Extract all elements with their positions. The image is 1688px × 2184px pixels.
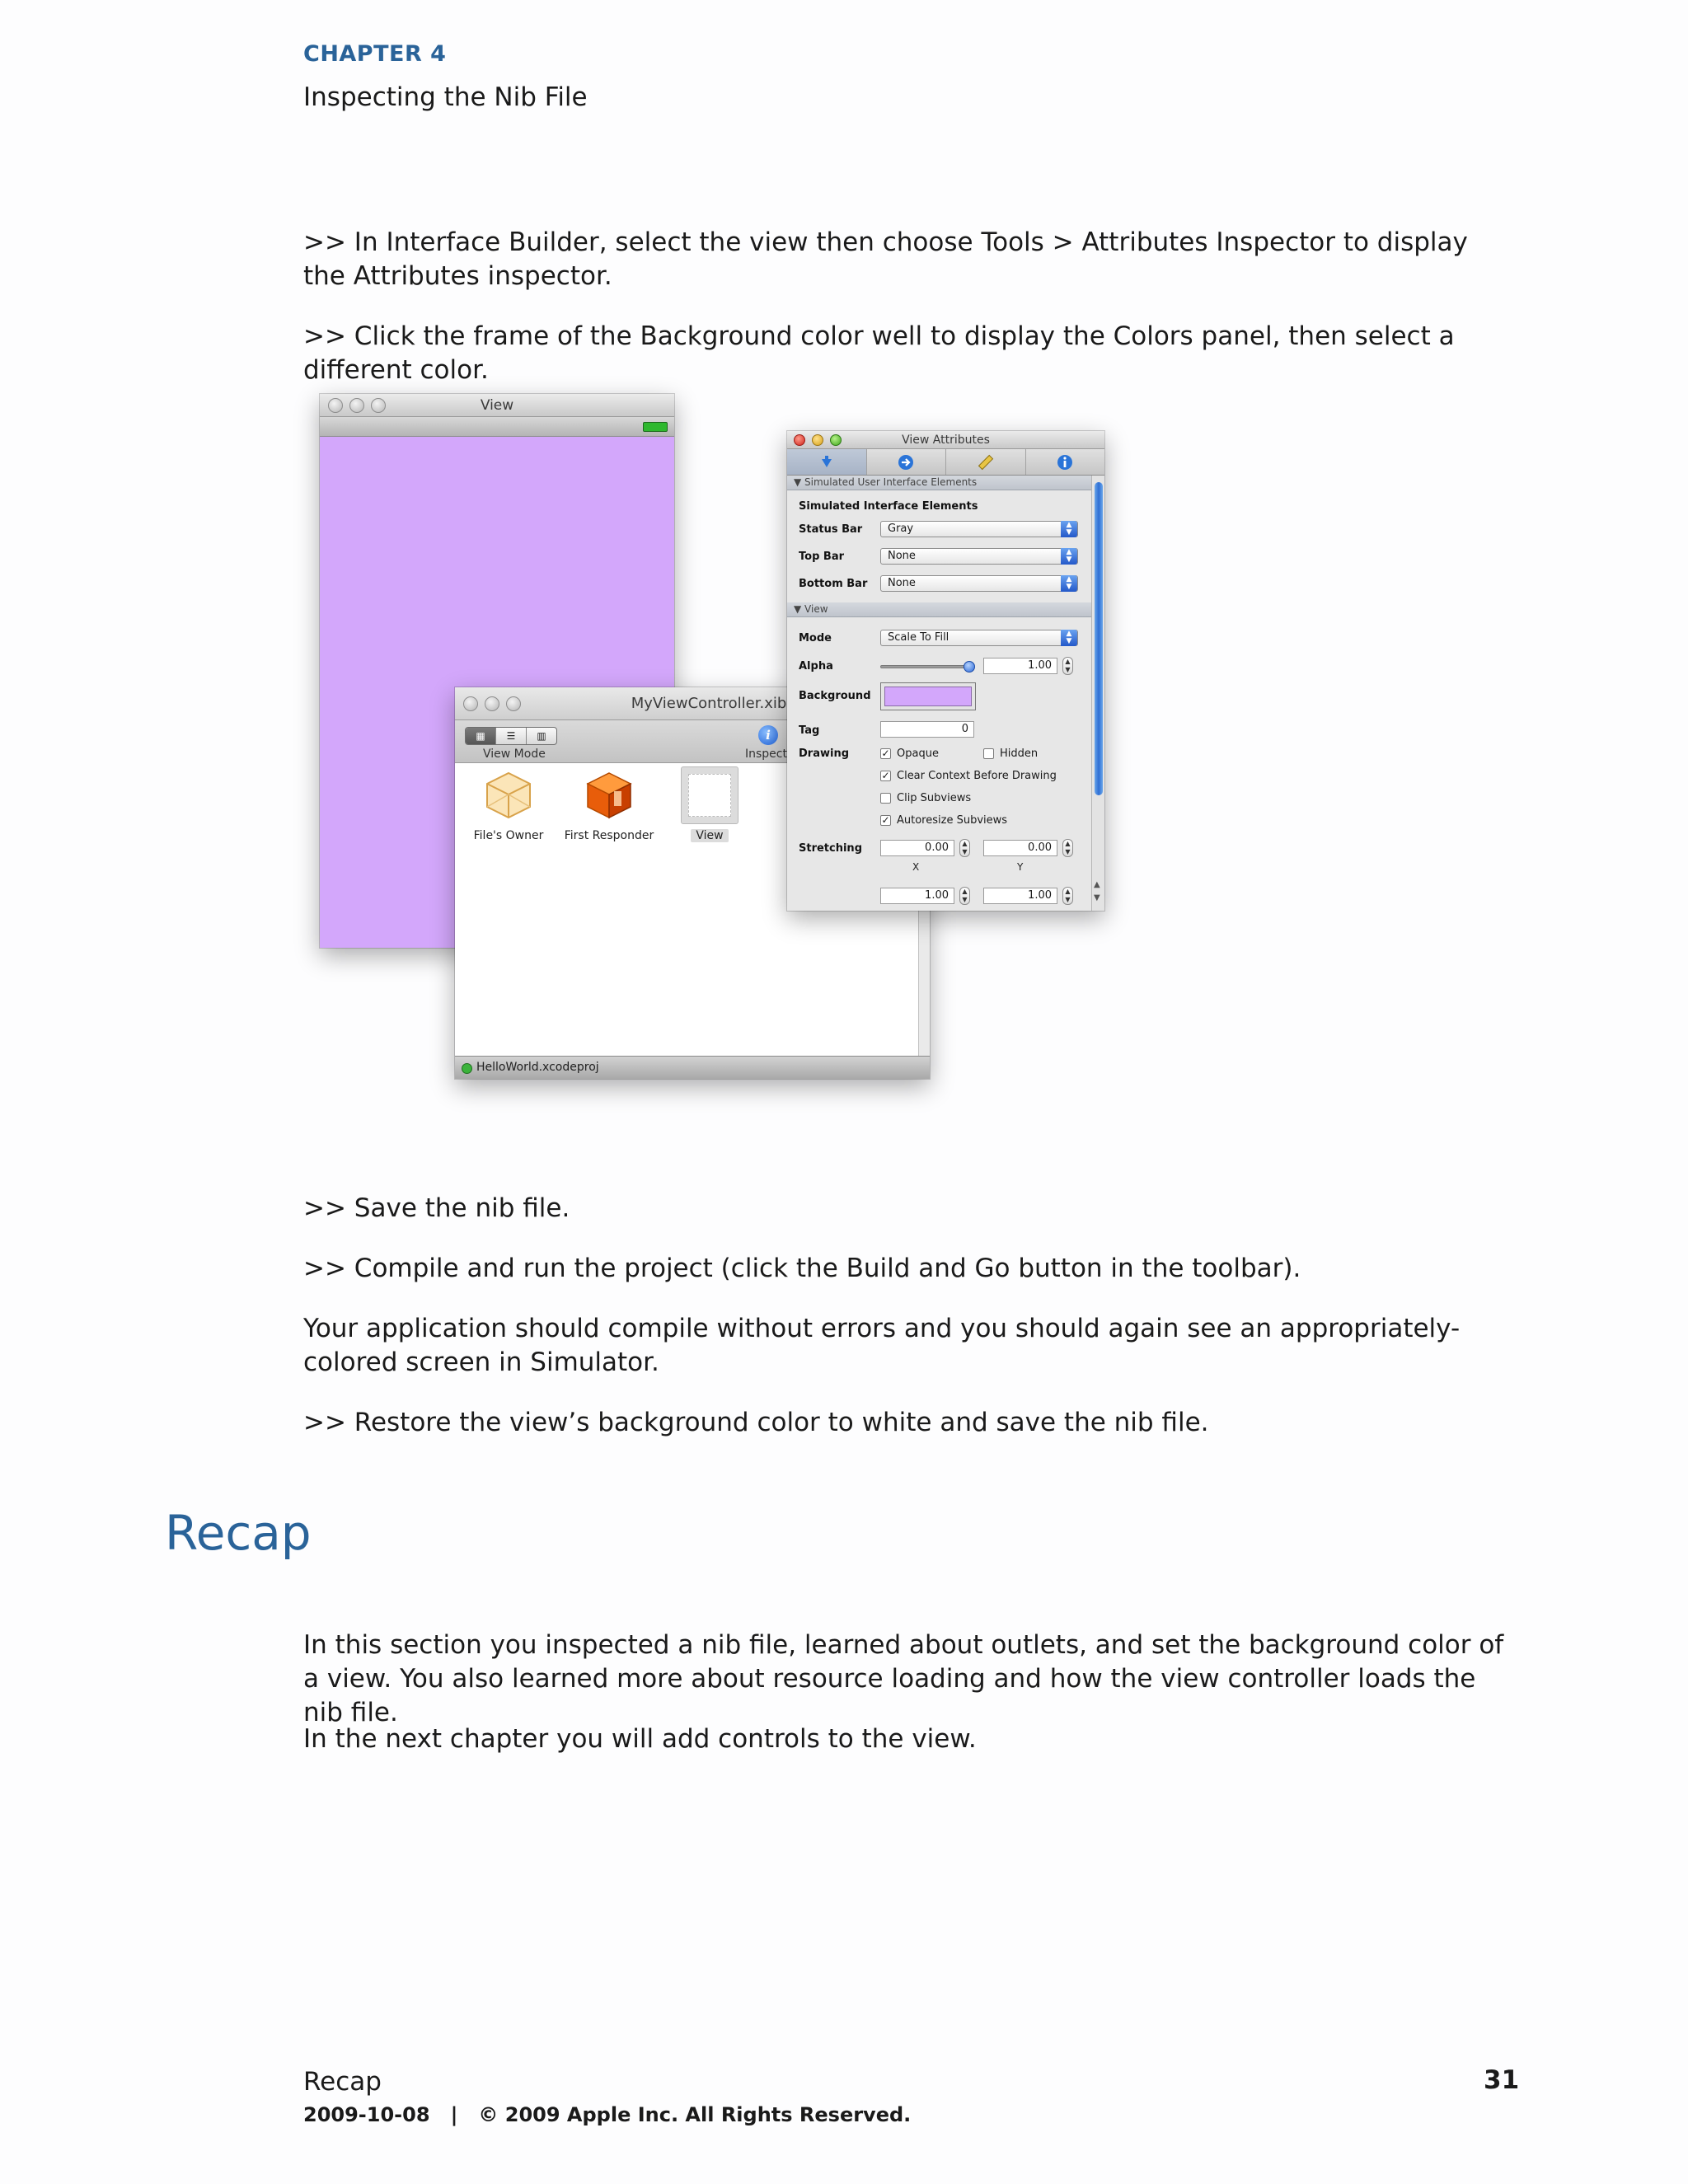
checkbox-icon: ✓ bbox=[881, 770, 890, 781]
interface-builder-screenshot bbox=[313, 387, 1137, 1129]
mode-popup[interactable] bbox=[880, 630, 1078, 646]
status-bar-value: Gray bbox=[888, 523, 914, 535]
bottom-bar-value: None bbox=[888, 577, 916, 589]
top-bar-value: None bbox=[888, 550, 916, 562]
clear-context-label: Clear Context Before Drawing bbox=[897, 770, 1057, 782]
orange-cube-icon bbox=[584, 770, 635, 821]
hidden-label: Hidden bbox=[1000, 748, 1039, 760]
inspector-label: Inspect bbox=[745, 748, 787, 761]
mode-label: Mode bbox=[799, 632, 832, 644]
alpha-label: Alpha bbox=[799, 660, 833, 673]
size-tab[interactable] bbox=[946, 449, 1026, 475]
section-header-view[interactable]: ▼ View bbox=[787, 602, 1091, 617]
autoresize-checkbox[interactable] bbox=[880, 814, 1007, 827]
stretch-width-stepper[interactable]: ▲ ▼ bbox=[959, 887, 970, 905]
tag-field[interactable]: 0 bbox=[880, 721, 974, 738]
mode-value: Scale To Fill bbox=[888, 631, 950, 644]
connections-tab[interactable] bbox=[867, 449, 947, 475]
page-number: 31 bbox=[1484, 2065, 1520, 2095]
stretch-y-field[interactable]: 0.00 bbox=[983, 840, 1057, 856]
top-bar-popup[interactable] bbox=[880, 548, 1078, 565]
inspector-title: View Attributes bbox=[902, 434, 990, 447]
stretch-height-field[interactable]: 1.00 bbox=[983, 888, 1057, 904]
inspector-body bbox=[787, 476, 1091, 911]
attributes-inspector-window bbox=[787, 431, 1104, 911]
footer-section-name: Recap bbox=[303, 2067, 382, 2097]
view-window-titlebar bbox=[320, 394, 674, 417]
bottom-bar-popup[interactable] bbox=[880, 575, 1078, 592]
checkbox-icon: ✓ bbox=[881, 748, 890, 759]
stretch-x-field[interactable]: 0.00 bbox=[880, 840, 954, 856]
stretch-height-stepper[interactable]: ▲ ▼ bbox=[1062, 887, 1073, 905]
background-color-swatch bbox=[884, 687, 972, 706]
body-paragraph: Your application should compile without errors and you should again see an appropriately-colored screen in Simulator. bbox=[303, 1314, 1461, 1377]
inspector-tabs bbox=[787, 449, 1104, 476]
instruction-paragraph: >> Click the frame of the Background color well to display the Colors panel, then select a different color. bbox=[303, 321, 1455, 385]
view-mode-label: View Mode bbox=[483, 748, 546, 761]
ruler-icon bbox=[977, 453, 995, 471]
section-header-simulated[interactable]: ▼ Simulated User Interface Elements bbox=[787, 476, 1091, 490]
drawing-label: Drawing bbox=[799, 748, 850, 760]
autoresize-label: Autoresize Subviews bbox=[897, 814, 1008, 827]
inspector-titlebar bbox=[787, 431, 1104, 449]
attributes-tab[interactable] bbox=[787, 449, 867, 475]
view-item[interactable] bbox=[664, 766, 755, 842]
column-view-segment[interactable]: ▥ bbox=[537, 730, 546, 742]
view-window-title: View bbox=[480, 397, 514, 414]
recap-paragraph: In this section you inspected a nib file, learned about outlets, and set the background color of a view. You also learned more about resource loading and how the view controller loads the nib file. bbox=[303, 1630, 1504, 1727]
background-label: Background bbox=[799, 690, 871, 702]
instruction-paragraph: >> In Interface Builder, select the view then choose Tools > Attributes Inspector to display the Attributes inspector. bbox=[303, 227, 1468, 291]
wireframe-cube-icon bbox=[483, 770, 534, 821]
info-icon bbox=[1056, 453, 1074, 471]
icon-view-segment[interactable]: ▦ bbox=[466, 728, 496, 744]
alpha-field[interactable]: 1.00 bbox=[983, 658, 1057, 674]
popup-chevron-icon: ▲ ▼ bbox=[1061, 575, 1077, 592]
first-responder-label: First Responder bbox=[564, 829, 654, 842]
opaque-label: Opaque bbox=[897, 748, 939, 760]
simulated-status-bar bbox=[320, 417, 674, 437]
popup-chevron-icon: ▲ ▼ bbox=[1061, 630, 1077, 646]
stretch-x-stepper[interactable]: ▲ ▼ bbox=[959, 839, 970, 857]
popup-chevron-icon: ▲ ▼ bbox=[1061, 521, 1077, 537]
info-icon[interactable]: i bbox=[758, 725, 778, 745]
hidden-checkbox[interactable] bbox=[983, 748, 1038, 760]
top-bar-label: Top Bar bbox=[799, 551, 844, 563]
project-status-icon bbox=[462, 1063, 472, 1074]
status-bar-label: Status Bar bbox=[799, 523, 863, 536]
instruction-paragraph: >> Restore the view’s background color to white and save the nib file. bbox=[303, 1408, 1209, 1437]
background-color-well[interactable] bbox=[880, 682, 976, 710]
instruction-paragraph: >> Save the nib file. bbox=[303, 1193, 570, 1223]
section-heading: Recap bbox=[165, 1505, 312, 1561]
checkbox-icon bbox=[880, 793, 891, 804]
instruction-paragraph: >> Compile and run the project (click the Build and Go button in the toolbar). bbox=[303, 1254, 1301, 1283]
view-thumbnail-icon bbox=[681, 766, 738, 824]
checkbox-icon bbox=[983, 748, 994, 759]
stretch-width-field[interactable]: 1.00 bbox=[880, 888, 954, 904]
first-responder-item[interactable] bbox=[564, 770, 654, 842]
inspector-scrollbar[interactable] bbox=[1091, 476, 1104, 911]
list-view-segment[interactable]: ☰ bbox=[496, 728, 527, 744]
clip-subviews-checkbox[interactable] bbox=[880, 792, 971, 804]
clip-subviews-label: Clip Subviews bbox=[897, 792, 972, 804]
scroll-down-arrow-icon[interactable]: ▼ bbox=[1094, 893, 1100, 902]
identity-tab[interactable] bbox=[1026, 449, 1105, 475]
arrow-circle-icon bbox=[897, 453, 915, 471]
clear-context-checkbox[interactable] bbox=[880, 770, 1057, 782]
stretch-y-axis-label: Y bbox=[1017, 861, 1024, 873]
view-mode-control[interactable] bbox=[465, 727, 557, 745]
scroll-up-arrow-icon[interactable]: ▲ bbox=[1094, 880, 1100, 889]
footer-copyright: 2009-10-08 | © 2009 Apple Inc. All Rights Reserved. bbox=[303, 2103, 912, 2126]
scrollbar-thumb[interactable] bbox=[1095, 482, 1103, 795]
bottom-bar-label: Bottom Bar bbox=[799, 578, 868, 590]
view-item-label: View bbox=[691, 829, 728, 842]
checkbox-icon: ✓ bbox=[881, 814, 890, 826]
simulated-heading: Simulated Interface Elements bbox=[799, 500, 978, 513]
status-bar-popup[interactable] bbox=[880, 521, 1078, 537]
recap-paragraph: In the next chapter you will add controls to the view. bbox=[303, 1724, 977, 1754]
files-owner-label: File's Owner bbox=[473, 829, 544, 842]
alpha-slider[interactable] bbox=[880, 665, 969, 668]
alpha-stepper[interactable]: ▲ ▼ bbox=[1062, 657, 1073, 675]
tag-label: Tag bbox=[799, 724, 820, 737]
doc-status-bar bbox=[455, 1056, 930, 1079]
stretching-label: Stretching bbox=[799, 842, 862, 855]
stretch-y-stepper[interactable]: ▲ ▼ bbox=[1062, 839, 1073, 857]
alpha-slider-knob[interactable] bbox=[964, 661, 975, 673]
arrow-icon bbox=[818, 454, 835, 471]
doc-window-title: MyViewController.xib bbox=[631, 695, 787, 712]
project-name: HelloWorld.xcodeproj bbox=[476, 1061, 599, 1074]
battery-icon bbox=[643, 422, 668, 432]
stretch-x-axis-label: X bbox=[912, 861, 920, 873]
chapter-title: Inspecting the Nib File bbox=[303, 82, 588, 112]
chapter-label: CHAPTER 4 bbox=[303, 41, 447, 67]
files-owner-item[interactable] bbox=[463, 770, 554, 842]
opaque-checkbox[interactable] bbox=[880, 748, 939, 760]
popup-chevron-icon: ▲ ▼ bbox=[1061, 548, 1077, 565]
